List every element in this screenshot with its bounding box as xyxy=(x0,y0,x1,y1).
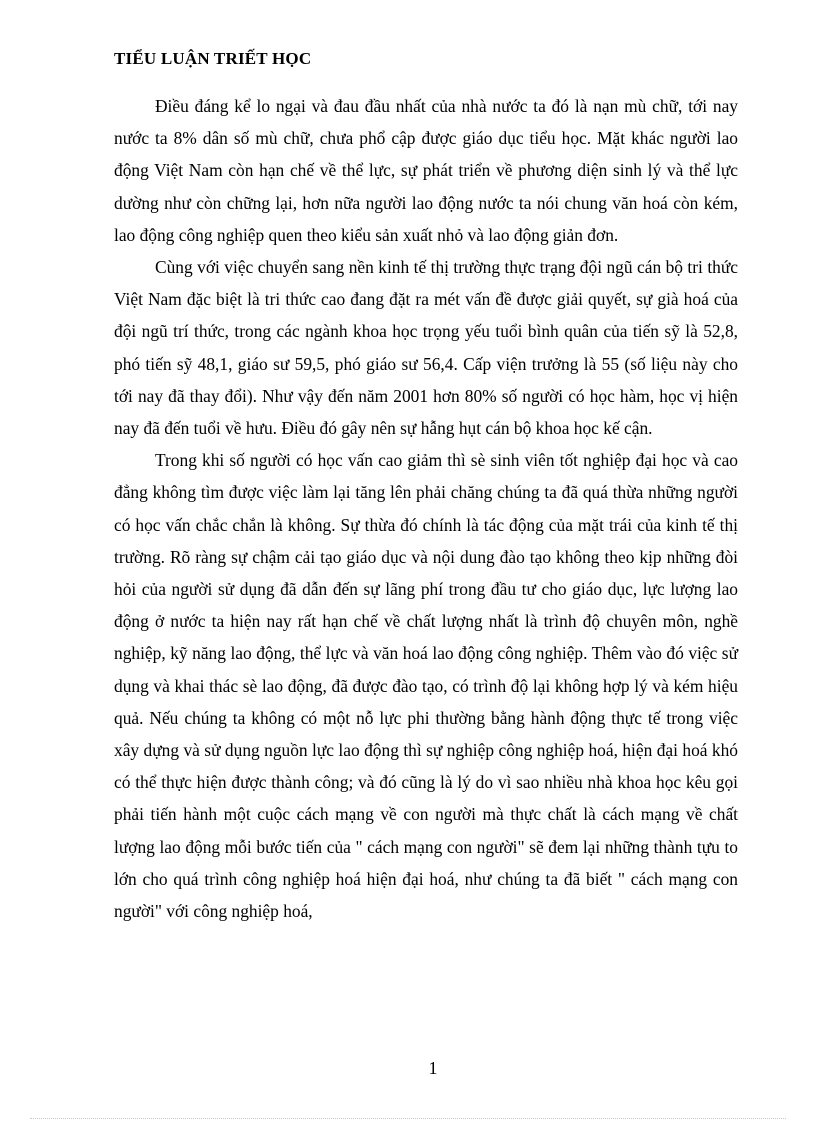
paragraph-intellectual-aging: Cùng với việc chuyển sang nền kinh tế thị trường thực trạng đội ngũ cán bộ tri thức Việt Nam đặc biệt là tri thức cao đang đặt ra mét vấn đề được giải quyết, sự già hoá của đội ngũ trí thức, trong các ngành khoa học trọng yếu tuổi bình quân của tiến sỹ là 52,8, phó tiến sỹ 48,1, giáo sư 59,5, phó giáo sư 56,4. Cấp viện trưởng là 55 (số liệu này cho tới nay đã thay đổi). Như vậy đến năm 2001 hơn 80% số người có học hàm, học vị hiện nay đã đến tuổi về hưu. Điều đó gây nên sự hẫng hụt cán bộ khoa học kế cận. xyxy=(114,257,738,439)
paragraph-labor-quality: Trong khi số người có học vấn cao giảm thì sè sinh viên tốt nghiệp đại học và cao đẳng không tìm được việc làm lại tăng lên phải chăng chúng ta đã quá thừa những người có học vấn chắc chắn là không. Sự thừa đó chính là tác động của mặt trái của kinh tế thị trường. Rõ ràng sự chậm cải tạo giáo dục và nội dung đào tạo không theo kịp những đòi hỏi của người sử dụng đã dẫn đến sự lãng phí trong đầu tư cho giáo dục, lực lượng lao động ở nước ta hiện nay rất hạn chế về chất lượng nhất là trình độ chuyên môn, nghề nghiệp, kỹ năng lao động, thể lực và văn hoá lao động công nghiệp. Thêm vào đó việc sử dụng và khai thác sè lao động, đã được đào tạo, có trình độ lại không hợp lý và kém hiệu quả. Nếu chúng ta không có một nỗ lực phi thường bằng hành động thực tế trong việc xây dựng và sử dụng nguồn lực lao động thì sự nghiệp công nghiệp hoá, hiện đại hoá khó có thể thực hiện được thành công; và đó cũng là lý do vì sao nhiều nhà khoa học kêu gọi phải tiến hành một cuộc cách mạng về con người mà thực chất là cách mạng về chất lượng lao động mỗi bước tiến của " cách mạng con người" sẽ đem lại những thành tựu to lớn cho quá trình công nghiệp hoá hiện đại hoá, như chúng ta đã biết " cách mạng con người" với công nghiệp hoá, xyxy=(114,450,738,922)
document-body xyxy=(114,90,738,927)
page-number: 1 xyxy=(428,1058,438,1078)
page-bottom-divider xyxy=(30,1118,786,1119)
paragraph-illiteracy: Điều đáng kể lo ngại và đau đầu nhất của nhà nước ta đó là nạn mù chữ, tới nay nước ta 8% dân số mù chữ, chưa phổ cập được giáo dục tiểu học. Mặt khác người lao động Việt Nam còn hạn chế về thể lực, sự phát triển về phương diện sinh lý và thể lực dường như còn chững lại, hơn nữa người lao động nước ta nói chung văn hoá còn kém, lao động công nghiệp quen theo kiểu sản xuất nhỏ và lao động giản đơn. xyxy=(114,96,738,245)
document-header: TIỂU LUẬN TRIẾT HỌC xyxy=(114,49,312,68)
